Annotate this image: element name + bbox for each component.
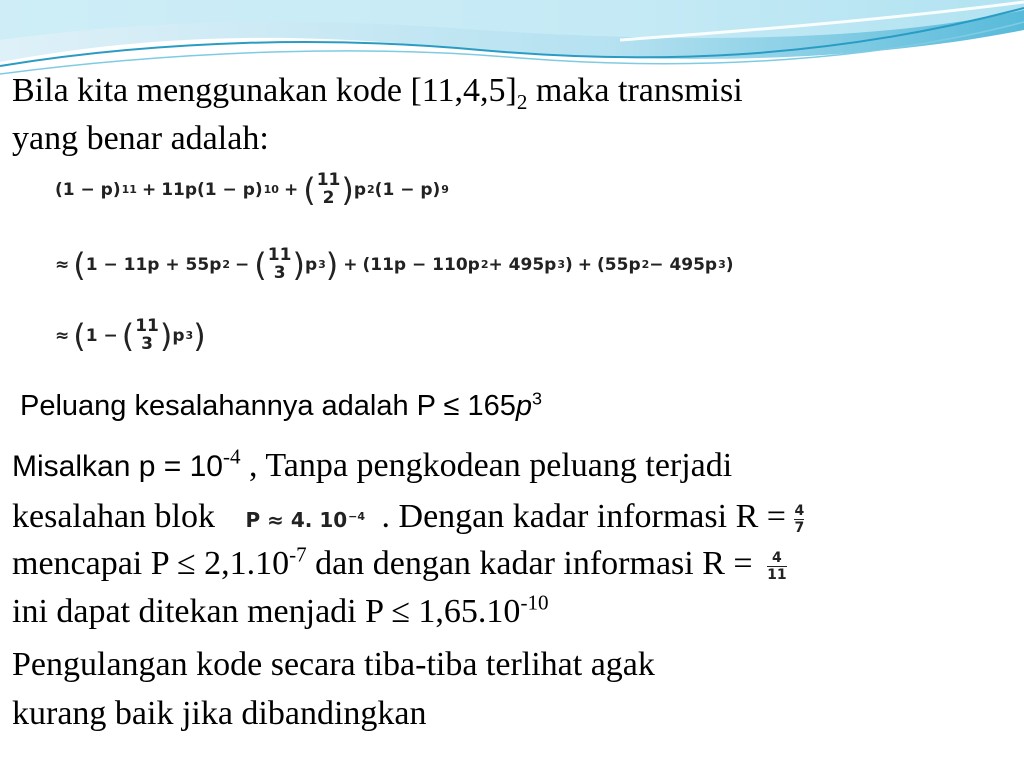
para-line-4: ini dapat ditekan menjadi $P \le 1,65.10^{-10}$ [12,590,549,630]
intro-line-1: Bila kita menggunakan kode $[11,4,5]_2$ maka transmisi [12,72,743,114]
error-probability: Peluang kesalahannya adalah $P \le 165p^3$ [20,388,543,422]
block-error-formula: P ≈ 4. $10^{-4}$ [245,508,366,532]
equation-2: ≈ ( 1 − 11p + 55p 2 − ( 11 3 ) p 3 ) + (11p − 110p 2 + 495p 3 ) + (55p 2 − 495p 3 ) [55,245,734,284]
equation-3: ≈ ( 1 − ( 11 3 ) p 3 ) [55,316,206,355]
fraction-4-11: $\frac{4}{11}$ [767,549,787,583]
binomial-11-2: 11 2 [316,170,341,208]
intro-line-2: yang benar adalah: [12,120,269,157]
closing-line-1: Pengulangan kode secara tiba-tiba terlihat agak [12,646,655,683]
binomial-11-3: 11 3 [267,245,292,283]
fraction-4-7: $\frac{4}{7}$ [794,502,805,536]
binomial-11-3-b: 11 3 [135,316,159,354]
para-line-3: mencapai $P \le 2,1.10^{-7}$ dan dengan kadar informasi R = $\frac{4}{11}$ [12,542,787,583]
para-line-1: Misalkan $p = 10^{-4}$ , Tanpa pengkodean peluang terjadi [12,444,733,484]
equation-1: (1 − p) 11 + 11p(1 − p) 10 + ( 11 2 ) p 2 (1 − p) 9 [55,170,449,209]
closing-line-2: kurang baik jika dibandingkan [12,695,427,732]
para-line-2: kesalahan blok P ≈ 4. $10^{-4}$ . Dengan kadar informasi R = $\frac{4}{7}$ [12,498,805,536]
